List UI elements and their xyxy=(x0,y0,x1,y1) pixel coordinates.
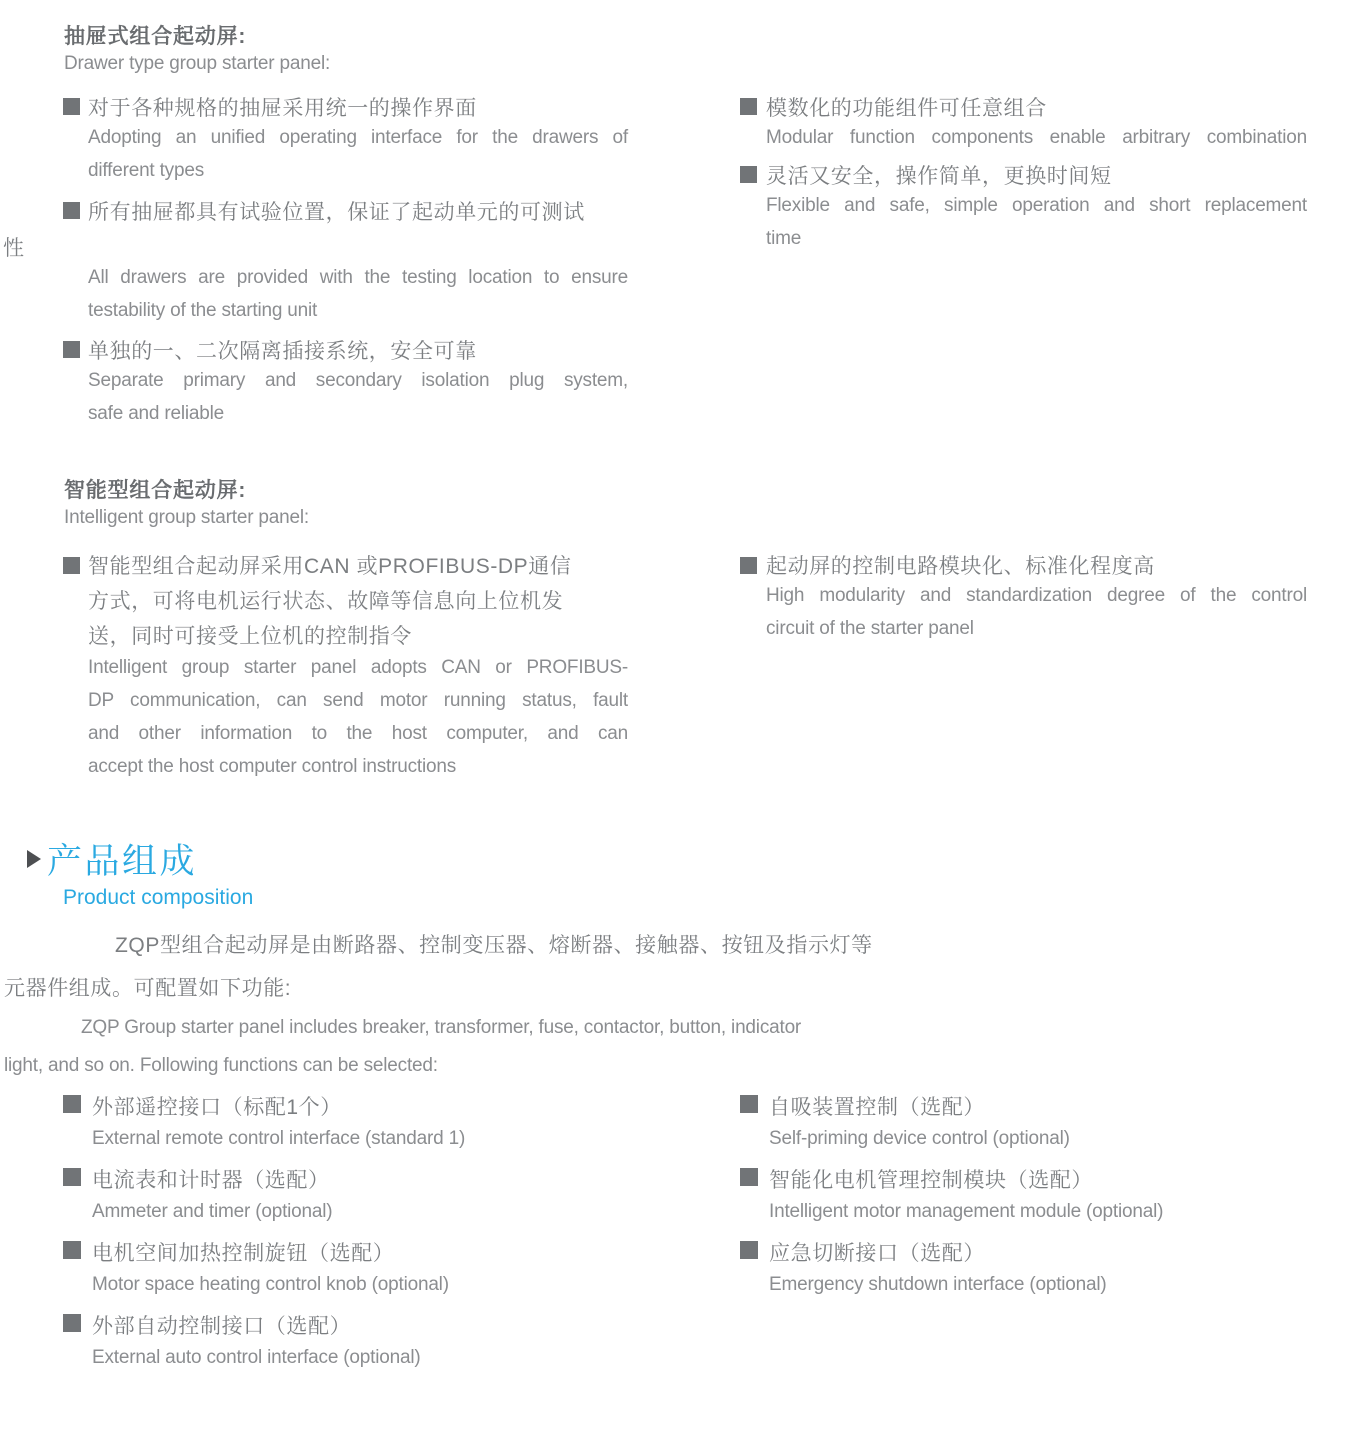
composition-left-item2-cn: 电流表和计时器（选配） xyxy=(92,1169,330,1192)
composition-left-item1-cn: 外部遥控接口（标配1个） xyxy=(92,1096,342,1119)
composition-intro-cn-line1: ZQP型组合起动屏是由断路器、控制变压器、熔断器、接触器、按钮及指示灯等 xyxy=(115,934,873,957)
bullet-square-icon xyxy=(740,166,757,183)
composition-right-item1-cn: 自吸装置控制（选配） xyxy=(769,1096,985,1119)
drawer-right-item2-en-line2: time xyxy=(766,228,802,249)
bullet-square-icon xyxy=(740,1095,758,1113)
intelligent-left-en-line1: Intelligent group starter panel adopts CAN or PROFIBUS- xyxy=(88,657,628,678)
drawer-right-item1-cn: 模数化的功能组件可任意组合 xyxy=(766,97,1047,120)
bullet-square-icon xyxy=(63,557,80,574)
bullet-square-icon xyxy=(740,1241,758,1259)
composition-left-item3-en: Motor space heating control knob (optional) xyxy=(92,1274,449,1295)
composition-left-item2-en: Ammeter and timer (optional) xyxy=(92,1201,333,1222)
composition-right-item1-en: Self-priming device control (optional) xyxy=(769,1128,1070,1149)
bullet-square-icon xyxy=(740,1168,758,1186)
composition-right-item3-cn: 应急切断接口（选配） xyxy=(769,1242,985,1265)
composition-intro-cn-line2: 元器件组成。可配置如下功能: xyxy=(4,977,292,1000)
drawer-left-item3-en-line2: safe and reliable xyxy=(88,403,225,424)
bullet-square-icon xyxy=(63,1168,81,1186)
drawer-left-item1-en-line2: different types xyxy=(88,160,205,181)
intelligent-left-cn-line3: 送，同时可接受上位机的控制指令 xyxy=(88,625,412,648)
bullet-square-icon xyxy=(63,1314,81,1332)
composition-title-en: Product composition xyxy=(63,886,254,909)
intelligent-section-heading-en: Intelligent group starter panel: xyxy=(64,507,309,528)
drawer-section-heading-cn: 抽屉式组合起动屏: xyxy=(64,25,247,48)
intelligent-right-en-line2: circuit of the starter panel xyxy=(766,618,974,639)
drawer-right-item2-cn: 灵活又安全，操作简单，更换时间短 xyxy=(766,165,1112,188)
drawer-left-item2-cn-line2: 性 xyxy=(3,237,25,260)
intelligent-left-cn-line2: 方式，可将电机运行状态、故障等信息向上位机发 xyxy=(88,590,564,613)
intelligent-section-heading-cn: 智能型组合起动屏: xyxy=(64,479,247,502)
drawer-left-item1-en-line1: Adopting an unified operating interface for the drawers of xyxy=(88,127,628,148)
bullet-square-icon xyxy=(740,98,757,115)
intelligent-left-en-line2: DP communication, can send motor running status, fault xyxy=(88,690,628,711)
bullet-square-icon xyxy=(63,1095,81,1113)
drawer-left-item3-en-line1: Separate primary and secondary isolation plug system, xyxy=(88,370,628,391)
drawer-left-item3-cn: 单独的一、二次隔离插接系统，安全可靠 xyxy=(88,340,477,363)
drawer-left-item2-en-line2: testability of the starting unit xyxy=(88,300,318,321)
intelligent-right-cn: 起动屏的控制电路模块化、标准化程度高 xyxy=(766,555,1155,578)
composition-right-item2-en: Intelligent motor management module (optional) xyxy=(769,1201,1164,1222)
intelligent-left-en-line4: accept the host computer control instructions xyxy=(88,756,457,777)
bullet-square-icon xyxy=(740,557,757,574)
composition-right-item3-en: Emergency shutdown interface (optional) xyxy=(769,1274,1107,1295)
section-marker-triangle-icon xyxy=(27,850,41,868)
composition-left-item3-cn: 电机空间加热控制旋钮（选配） xyxy=(92,1242,395,1265)
intelligent-left-en-line3: and other information to the host computer, and can xyxy=(88,723,628,744)
bullet-square-icon xyxy=(63,202,80,219)
drawer-right-item1-en: Modular function components enable arbitrary combination xyxy=(766,127,1307,148)
drawer-left-item1-cn: 对于各种规格的抽屉采用统一的操作界面 xyxy=(88,97,477,120)
composition-intro-en-line1: ZQP Group starter panel includes breaker, transformer, fuse, contactor, button, indicator xyxy=(81,1017,802,1038)
composition-left-item4-en: External auto control interface (optional) xyxy=(92,1347,421,1368)
composition-intro-en-line2: light, and so on. Following functions can be selected: xyxy=(4,1055,438,1076)
composition-left-item4-cn: 外部自动控制接口（选配） xyxy=(92,1315,352,1338)
composition-title-cn: 产品组成 xyxy=(47,842,198,881)
intelligent-right-en-line1: High modularity and standardization degree of the control xyxy=(766,585,1307,606)
bullet-square-icon xyxy=(63,341,80,358)
drawer-section-heading-en: Drawer type group starter panel: xyxy=(64,53,331,74)
drawer-left-item2-cn-line1: 所有抽屉都具有试验位置，保证了起动单元的可测试 xyxy=(88,201,585,224)
bullet-square-icon xyxy=(63,98,80,115)
intelligent-left-cn-line1: 智能型组合起动屏采用CAN 或PROFIBUS-DP通信 xyxy=(88,555,572,578)
bullet-square-icon xyxy=(63,1241,81,1259)
composition-left-item1-en: External remote control interface (standard 1) xyxy=(92,1128,466,1149)
drawer-right-item2-en-line1: Flexible and safe, simple operation and short replacement xyxy=(766,195,1307,216)
composition-right-item2-cn: 智能化电机管理控制模块（选配） xyxy=(769,1169,1093,1192)
drawer-left-item2-en-line1: All drawers are provided with the testing location to ensure xyxy=(88,267,628,288)
